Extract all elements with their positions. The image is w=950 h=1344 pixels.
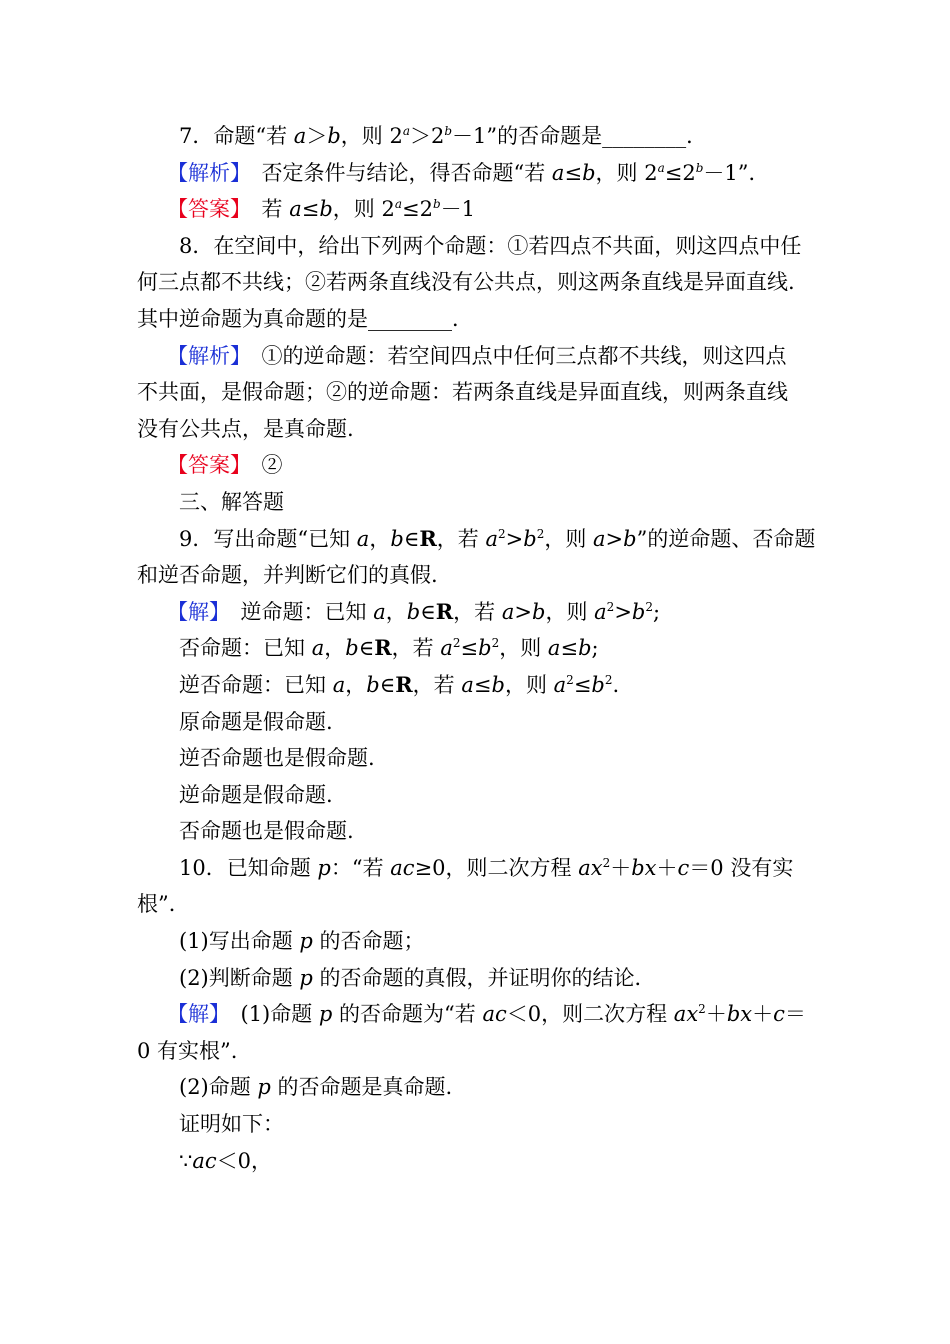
analysis-label: 【解】 bbox=[167, 599, 220, 624]
text-line-q10-2: 根”． bbox=[137, 892, 190, 917]
text-line-q9-2: 和逆否命题，并判断它们的真假. bbox=[137, 563, 438, 588]
analysis-label: 【解析】 bbox=[167, 343, 241, 368]
text-line-q8-answer: 【答案】 ② bbox=[167, 453, 283, 478]
text-line-q9-sol-6: 逆命题是假命题. bbox=[179, 782, 333, 807]
text-line-q10-sol-4: 证明如下： bbox=[179, 1112, 284, 1137]
text-line-q9-sol-4: 原命题是假命题. bbox=[179, 709, 333, 734]
text-line-q7-analysis: 【解析】 否定条件与结论，得否命题“若 a≤b，则 $2^a\le 2^b-1$”． bbox=[167, 160, 770, 185]
text-line-q8-analysis-2: 不共面，是假命题；②的逆命题：若两条直线是异面直线，则两条直线 bbox=[137, 380, 788, 405]
text-line-q9-sol-5: 逆否命题也是假命题. bbox=[179, 746, 375, 771]
text-line-q8-1: 8．在空间中，给出下列两个命题：①若四点不共面，则这四点中任 bbox=[179, 233, 802, 258]
text-line-q9-sol-7: 否命题也是假命题. bbox=[179, 819, 354, 844]
text-line-q9-sol-1: 【解】 逆命题：已知 a，b∈R，若 a>b，则 $a^2>b^2$; bbox=[167, 598, 661, 624]
text-line-q10-sol-3: (2)命题 p 的否命题是真命题. bbox=[179, 1075, 453, 1100]
text-line-q7-answer: 【答案】 若 a≤b，则 $2^a\le 2^b-1$ bbox=[167, 197, 476, 222]
text-line-q10-sol-5: ∵ac＜0， bbox=[179, 1148, 273, 1173]
text-line-q8-2: 何三点都不共线；②若两条直线没有公共点，则这两条直线是异面直线. bbox=[137, 270, 795, 295]
text-line-q10-3: (1)写出命题 p 的否命题； bbox=[179, 929, 425, 954]
text-line-q10-4: (2)判断命题 p 的否命题的真假，并证明你的结论． bbox=[179, 965, 656, 990]
answer-label: 【答案】 bbox=[167, 197, 241, 222]
text-line-q8-analysis-3: 没有公共点，是真命题. bbox=[137, 416, 354, 441]
text-line-q8-3: 其中逆命题为真命题的是________． bbox=[137, 306, 473, 331]
text-line-q10-sol-2: 0 有实根”. bbox=[137, 1038, 238, 1063]
text-line-q8-analysis-1: 【解析】 ①的逆命题：若空间四点中任何三点都不共线，则这四点 bbox=[167, 343, 787, 368]
text-line-q9-sol-2: 否命题：已知 a，b∈R，若 $a^2\le b^2$，则 a≤b; bbox=[179, 635, 599, 661]
analysis-label: 【解】 bbox=[167, 1002, 220, 1027]
text-line-q10-sol-1: 【解】 (1)命题 p 的否命题为“若 ac＜0，则二次方程 $ax^2+bx+c=$ bbox=[167, 1002, 806, 1027]
text-line-section-3: 三、解答题 bbox=[179, 489, 284, 514]
text-line-q9-1: 9．写出命题“已知 a，b∈R，若 $a^2>b^2$，则 a>b”的逆命题、否命题 bbox=[179, 525, 816, 551]
text-line-q10-1: 10．已知命题 p：“若 ac≥0，则二次方程 $ax^2+bx+c=0$ 没有实 bbox=[179, 855, 794, 880]
analysis-label: 【解析】 bbox=[167, 160, 241, 185]
answer-label: 【答案】 bbox=[167, 453, 241, 478]
text-line-q9-sol-3: 逆否命题：已知 a，b∈R，若 a≤b，则 $a^2\le b^2$. bbox=[179, 671, 620, 697]
text-line-q7: 7．命题“若 a＞b，则 $2^a>2^b-1$”的否命题是________． bbox=[179, 124, 708, 148]
document-body bbox=[137, 118, 817, 1179]
